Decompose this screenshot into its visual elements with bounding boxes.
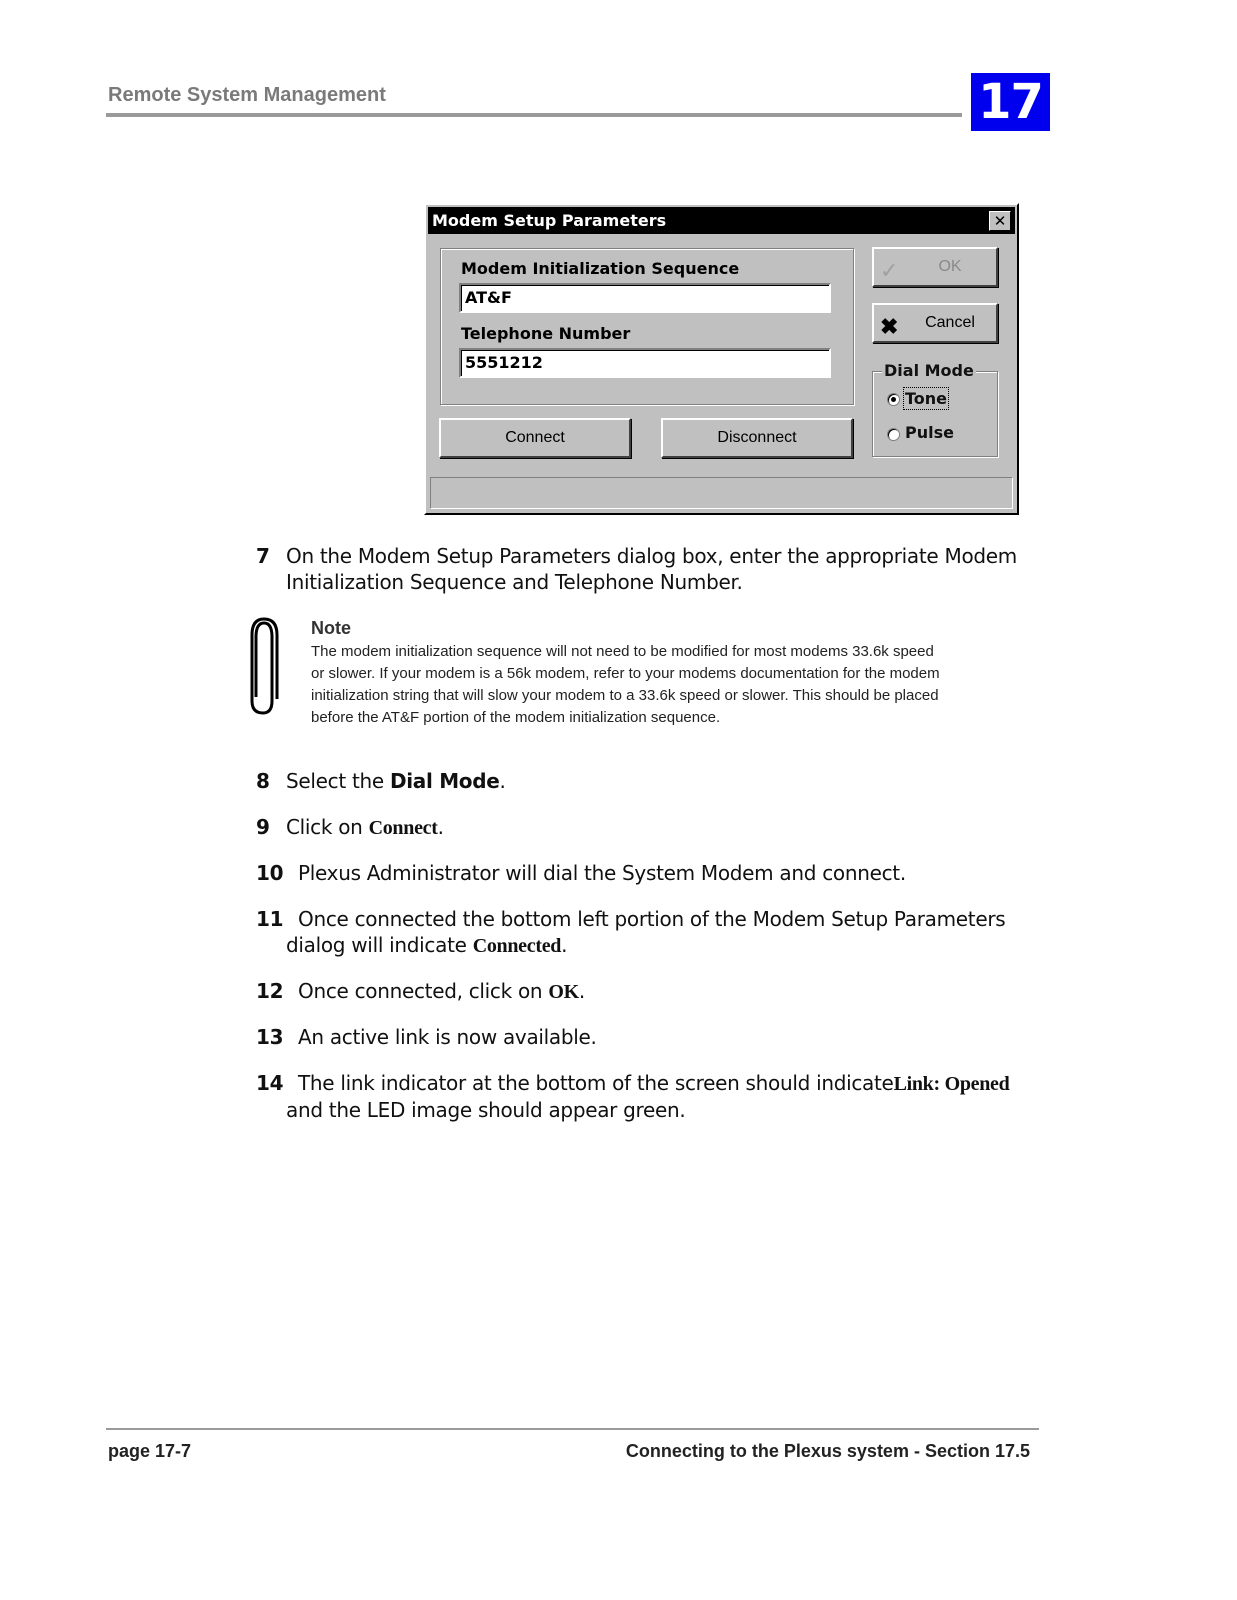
step-number: 11 <box>256 907 284 931</box>
step-number: 12 <box>256 979 284 1003</box>
step-text-end: . <box>499 769 506 793</box>
dialog-title: Modem Setup Parameters <box>432 211 667 230</box>
running-header-title: Remote System Management <box>108 84 386 106</box>
modem-settings-group <box>440 248 854 405</box>
step-9 <box>256 814 1046 841</box>
step-7 <box>256 543 1046 595</box>
step-emphasis: Dial Mode <box>389 769 500 793</box>
step-11 <box>256 906 1046 959</box>
step-text-continued: Initialization Sequence and Telephone Number. <box>286 570 743 594</box>
step-12 <box>256 978 1046 1005</box>
step-text: An active link is now available. <box>298 1025 597 1049</box>
connect-button[interactable]: Connect <box>439 418 631 458</box>
step-emphasis: OK <box>548 981 579 1003</box>
step-emphasis: Connect <box>368 817 438 839</box>
step-13 <box>256 1024 1046 1050</box>
note-title: Note <box>311 618 351 638</box>
step-text-pre: dialog will indicate <box>286 933 473 957</box>
step-text: Once connected the bottom left portion of the Modem Setup Parameters <box>298 907 1006 931</box>
ok-button[interactable] <box>872 247 998 287</box>
section-title: Connecting to the Plexus system - Section 17.5 <box>625 1441 1030 1461</box>
telephone-input[interactable]: 5551212 <box>459 348 831 378</box>
dial-mode-label: Dial Mode <box>884 361 974 380</box>
step-number: 10 <box>256 861 284 885</box>
note-body: The modem initialization sequence will not need to be modified for most modems 33.6k speed or slower. If your modem is a 56k modem, refer to your modems documentation for the modem initialization string that will slow your modem to a 33.6k speed or slower. This should be placed before the AT&F portion of the modem initialization sequence. <box>311 643 940 726</box>
step-10 <box>256 860 1046 886</box>
step-text: Once connected, click on <box>298 979 549 1003</box>
step-text-continued <box>256 932 1046 959</box>
step-text-end: . <box>437 815 444 839</box>
step-text: Select the <box>286 769 390 793</box>
step-emphasis: Connected <box>472 935 562 957</box>
step-text: Plexus Administrator will dial the System Modem and connect. <box>298 861 906 885</box>
step-number: 7 <box>256 544 270 568</box>
step-14 <box>256 1070 1046 1123</box>
cancel-button[interactable] <box>872 303 998 343</box>
dial-mode-group <box>872 371 998 457</box>
tone-radio[interactable] <box>887 393 900 406</box>
header-rule <box>106 113 962 117</box>
step-number: 14 <box>256 1071 284 1095</box>
modem-setup-dialog <box>424 203 1019 515</box>
step-text: Click on <box>286 815 369 839</box>
step-text-end: . <box>578 979 585 1003</box>
page-number: page 17-7 <box>108 1441 192 1461</box>
step-number: 9 <box>256 815 270 839</box>
checkmark-icon: ✓ <box>880 258 899 283</box>
step-text: The link indicator at the bottom of the screen should indicate <box>298 1071 894 1095</box>
pulse-radio[interactable] <box>887 428 900 441</box>
step-text-continued: and the LED image should appear green. <box>286 1098 686 1122</box>
init-sequence-input[interactable]: AT&F <box>459 283 831 313</box>
step-number: 13 <box>256 1025 284 1049</box>
dialog-titlebar <box>428 207 1015 234</box>
step-text: On the Modem Setup Parameters dialog box, enter the appropriate Modem <box>286 544 1017 568</box>
telephone-label: Telephone Number <box>461 324 631 343</box>
tone-label[interactable]: Tone <box>905 389 948 408</box>
chapter-badge: 17 <box>971 73 1050 131</box>
pulse-label[interactable]: Pulse <box>905 423 954 442</box>
close-button[interactable]: ✕ <box>989 211 1011 231</box>
step-text-end: . <box>561 933 568 957</box>
ok-label: OK <box>938 258 962 275</box>
step-8 <box>256 768 1046 794</box>
disconnect-button[interactable]: Disconnect <box>661 418 853 458</box>
cancel-label: Cancel <box>925 314 975 331</box>
x-icon: ✖ <box>880 314 899 339</box>
init-sequence-label: Modem Initialization Sequence <box>461 259 740 278</box>
step-number: 8 <box>256 769 270 793</box>
step-emphasis: Link: Opened <box>893 1073 1010 1095</box>
paperclip-icon <box>247 617 281 717</box>
dialog-status-bar <box>430 477 1013 509</box>
footer-rule <box>106 1428 1039 1430</box>
